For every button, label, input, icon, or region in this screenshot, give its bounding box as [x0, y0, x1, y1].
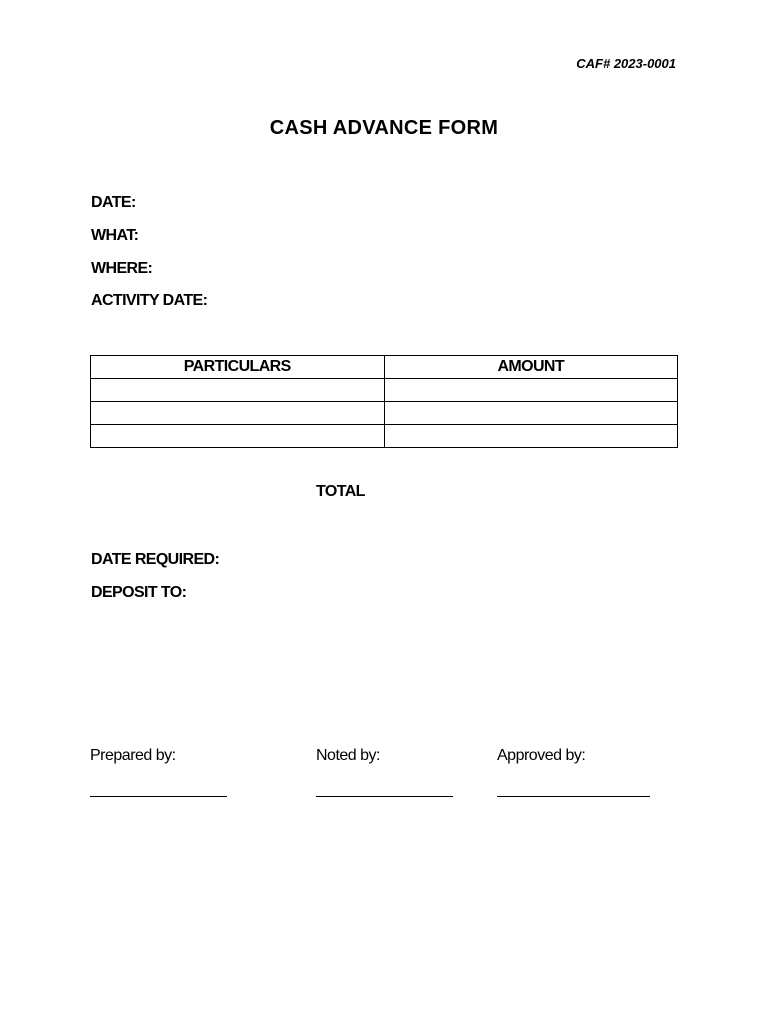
prepared-by-signature-line	[90, 796, 227, 797]
total-label: TOTAL	[316, 483, 365, 500]
particulars-cell	[91, 379, 385, 402]
date-label: DATE:	[91, 194, 136, 211]
amount-column-header: AMOUNT	[384, 356, 678, 379]
amount-cell	[384, 402, 678, 425]
activity-date-label: ACTIVITY DATE:	[91, 292, 208, 309]
table-row	[91, 402, 678, 425]
where-label: WHERE:	[91, 260, 153, 277]
prepared-by-label: Prepared by:	[90, 747, 176, 764]
amount-cell	[384, 379, 678, 402]
deposit-to-label: DEPOSIT TO:	[91, 584, 187, 601]
particulars-cell	[91, 402, 385, 425]
date-required-label: DATE REQUIRED:	[91, 551, 220, 568]
table-header-row	[91, 356, 678, 379]
table-row	[91, 379, 678, 402]
what-label: WHAT:	[91, 227, 139, 244]
particulars-cell	[91, 425, 385, 448]
particulars-table	[90, 355, 678, 448]
particulars-column-header: PARTICULARS	[91, 356, 385, 379]
table-row	[91, 425, 678, 448]
amount-cell	[384, 425, 678, 448]
form-title: CASH ADVANCE FORM	[269, 117, 499, 139]
noted-by-signature-line	[316, 796, 453, 797]
approved-by-signature-line	[497, 796, 650, 797]
approved-by-label: Approved by:	[497, 747, 586, 764]
noted-by-label: Noted by:	[316, 747, 380, 764]
form-number: CAF# 2023-0001	[576, 56, 676, 71]
